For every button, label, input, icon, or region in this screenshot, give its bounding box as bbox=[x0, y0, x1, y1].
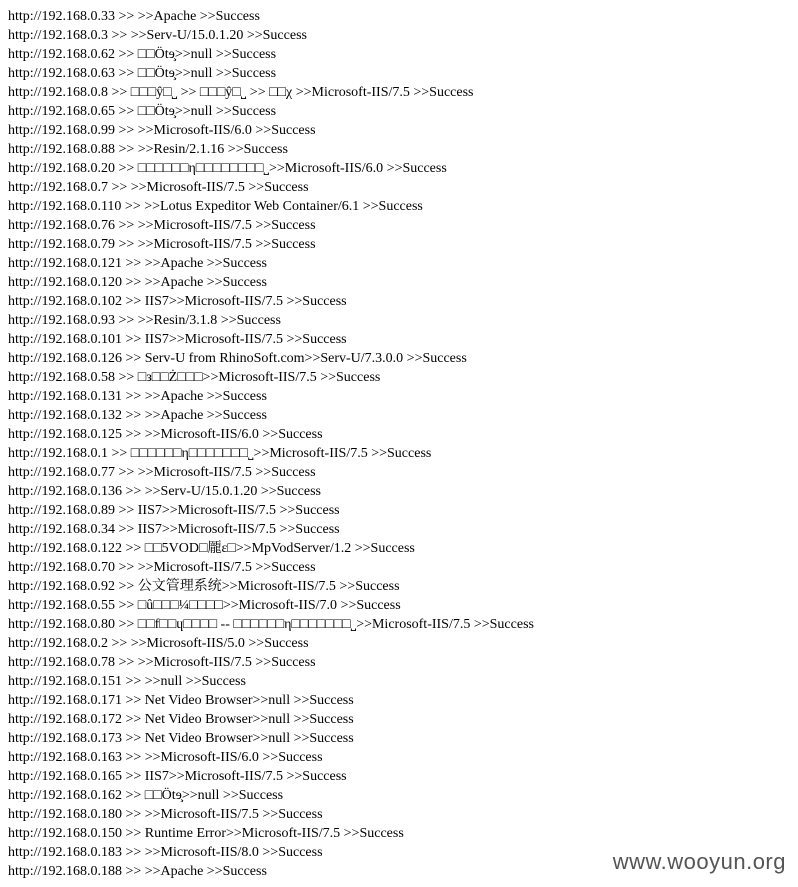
log-line: http://192.168.0.102 >> IIS7>>Microsoft-IIS/7.5 >>Success bbox=[8, 294, 347, 309]
log-line: http://192.168.0.34 >> IIS7>>Microsoft-IIS/7.5 >>Success bbox=[8, 522, 340, 537]
log-line: http://192.168.0.89 >> IIS7>>Microsoft-IIS/7.5 >>Success bbox=[8, 503, 340, 518]
log-line: http://192.168.0.92 >> 公文管理系统>>Microsoft-IIS/7.5 >>Success bbox=[8, 579, 400, 594]
scan-results-log bbox=[8, 7, 798, 881]
log-line: http://192.168.0.79 >> >>Microsoft-IIS/7.5 >>Success bbox=[8, 237, 316, 252]
log-line: http://192.168.0.1 >> □□□□□□η□□□□□□□˽>>Microsoft-IIS/7.5 >>Success bbox=[8, 446, 432, 461]
log-line: http://192.168.0.93 >> >>Resin/3.1.8 >>Success bbox=[8, 313, 281, 328]
log-line: http://192.168.0.76 >> >>Microsoft-IIS/7.5 >>Success bbox=[8, 218, 316, 233]
log-line: http://192.168.0.101 >> IIS7>>Microsoft-IIS/7.5 >>Success bbox=[8, 332, 347, 347]
log-line: http://192.168.0.65 >> □□Ötɘ̧>>null >>Success bbox=[8, 104, 277, 119]
log-line: http://192.168.0.165 >> IIS7>>Microsoft-IIS/7.5 >>Success bbox=[8, 769, 347, 784]
log-line: http://192.168.0.172 >> Net Video Browser>>null >>Success bbox=[8, 712, 354, 727]
log-line: http://192.168.0.2 >> >>Microsoft-IIS/5.0 >>Success bbox=[8, 636, 309, 651]
log-line: http://192.168.0.183 >> >>Microsoft-IIS/8.0 >>Success bbox=[8, 845, 323, 860]
log-line: http://192.168.0.7 >> >>Microsoft-IIS/7.5 >>Success bbox=[8, 180, 309, 195]
log-line: http://192.168.0.62 >> □□Ötɘ̧>>null >>Success bbox=[8, 47, 277, 62]
log-line: http://192.168.0.132 >> >>Apache >>Success bbox=[8, 408, 267, 423]
log-line: http://192.168.0.180 >> >>Microsoft-IIS/7.5 >>Success bbox=[8, 807, 323, 822]
watermark: www.wooyun.org bbox=[612, 849, 786, 874]
log-line: http://192.168.0.188 >> >>Apache >>Success bbox=[8, 864, 267, 879]
log-line: http://192.168.0.78 >> >>Microsoft-IIS/7.5 >>Success bbox=[8, 655, 316, 670]
log-line: http://192.168.0.20 >> □□□□□□η□□□□□□□□˽>>Microsoft-IIS/6.0 >>Success bbox=[8, 161, 447, 176]
log-line: http://192.168.0.122 >> □□5VOD□龎ε□>>MpVodServer/1.2 >>Success bbox=[8, 541, 415, 556]
log-line: http://192.168.0.126 >> Serv-U from RhinoSoft.com>>Serv-U/7.3.0.0 >>Success bbox=[8, 351, 467, 366]
log-line: http://192.168.0.58 >> □з□□Ż□□□>>Microsoft-IIS/7.5 >>Success bbox=[8, 370, 381, 385]
log-line: http://192.168.0.33 >> >>Apache >>Success bbox=[8, 9, 260, 24]
log-line: http://192.168.0.63 >> □□Ötɘ̧>>null >>Success bbox=[8, 66, 277, 81]
log-line: http://192.168.0.151 >> >>null >>Success bbox=[8, 674, 246, 689]
log-line: http://192.168.0.163 >> >>Microsoft-IIS/6.0 >>Success bbox=[8, 750, 323, 765]
log-line: http://192.168.0.162 >> □□Ötɘ̧>>null >>Success bbox=[8, 788, 284, 803]
log-line: http://192.168.0.150 >> Runtime Error>>Microsoft-IIS/7.5 >>Success bbox=[8, 826, 404, 841]
log-line: http://192.168.0.80 >> □□f□□ɥ□□□□ -- □□□□□□η□□□□□□□˽>>Microsoft-IIS/7.5 >>Success bbox=[8, 617, 534, 632]
log-line: http://192.168.0.99 >> >>Microsoft-IIS/6.0 >>Success bbox=[8, 123, 316, 138]
log-line: http://192.168.0.136 >> >>Serv-U/15.0.1.20 >>Success bbox=[8, 484, 321, 499]
log-line: http://192.168.0.88 >> >>Resin/2.1.16 >>Success bbox=[8, 142, 288, 157]
log-line: http://192.168.0.8 >> □□□ŷ□˽ >> □□□ŷ□˽ >> □□χ >>Microsoft-IIS/7.5 >>Success bbox=[8, 85, 474, 100]
log-line: http://192.168.0.121 >> >>Apache >>Success bbox=[8, 256, 267, 271]
log-line: http://192.168.0.110 >> >>Lotus Expeditor Web Container/6.1 >>Success bbox=[8, 199, 423, 214]
log-line: http://192.168.0.77 >> >>Microsoft-IIS/7.5 >>Success bbox=[8, 465, 316, 480]
log-line: http://192.168.0.55 >> □û□□□¼□□□□>>Microsoft-IIS/7.0 >>Success bbox=[8, 598, 401, 613]
log-line: http://192.168.0.173 >> Net Video Browser>>null >>Success bbox=[8, 731, 354, 746]
log-line: http://192.168.0.131 >> >>Apache >>Success bbox=[8, 389, 267, 404]
log-line: http://192.168.0.70 >> >>Microsoft-IIS/7.5 >>Success bbox=[8, 560, 316, 575]
log-line: http://192.168.0.171 >> Net Video Browser>>null >>Success bbox=[8, 693, 354, 708]
log-line: http://192.168.0.3 >> >>Serv-U/15.0.1.20 >>Success bbox=[8, 28, 307, 43]
log-line: http://192.168.0.125 >> >>Microsoft-IIS/6.0 >>Success bbox=[8, 427, 323, 442]
log-line: http://192.168.0.120 >> >>Apache >>Success bbox=[8, 275, 267, 290]
